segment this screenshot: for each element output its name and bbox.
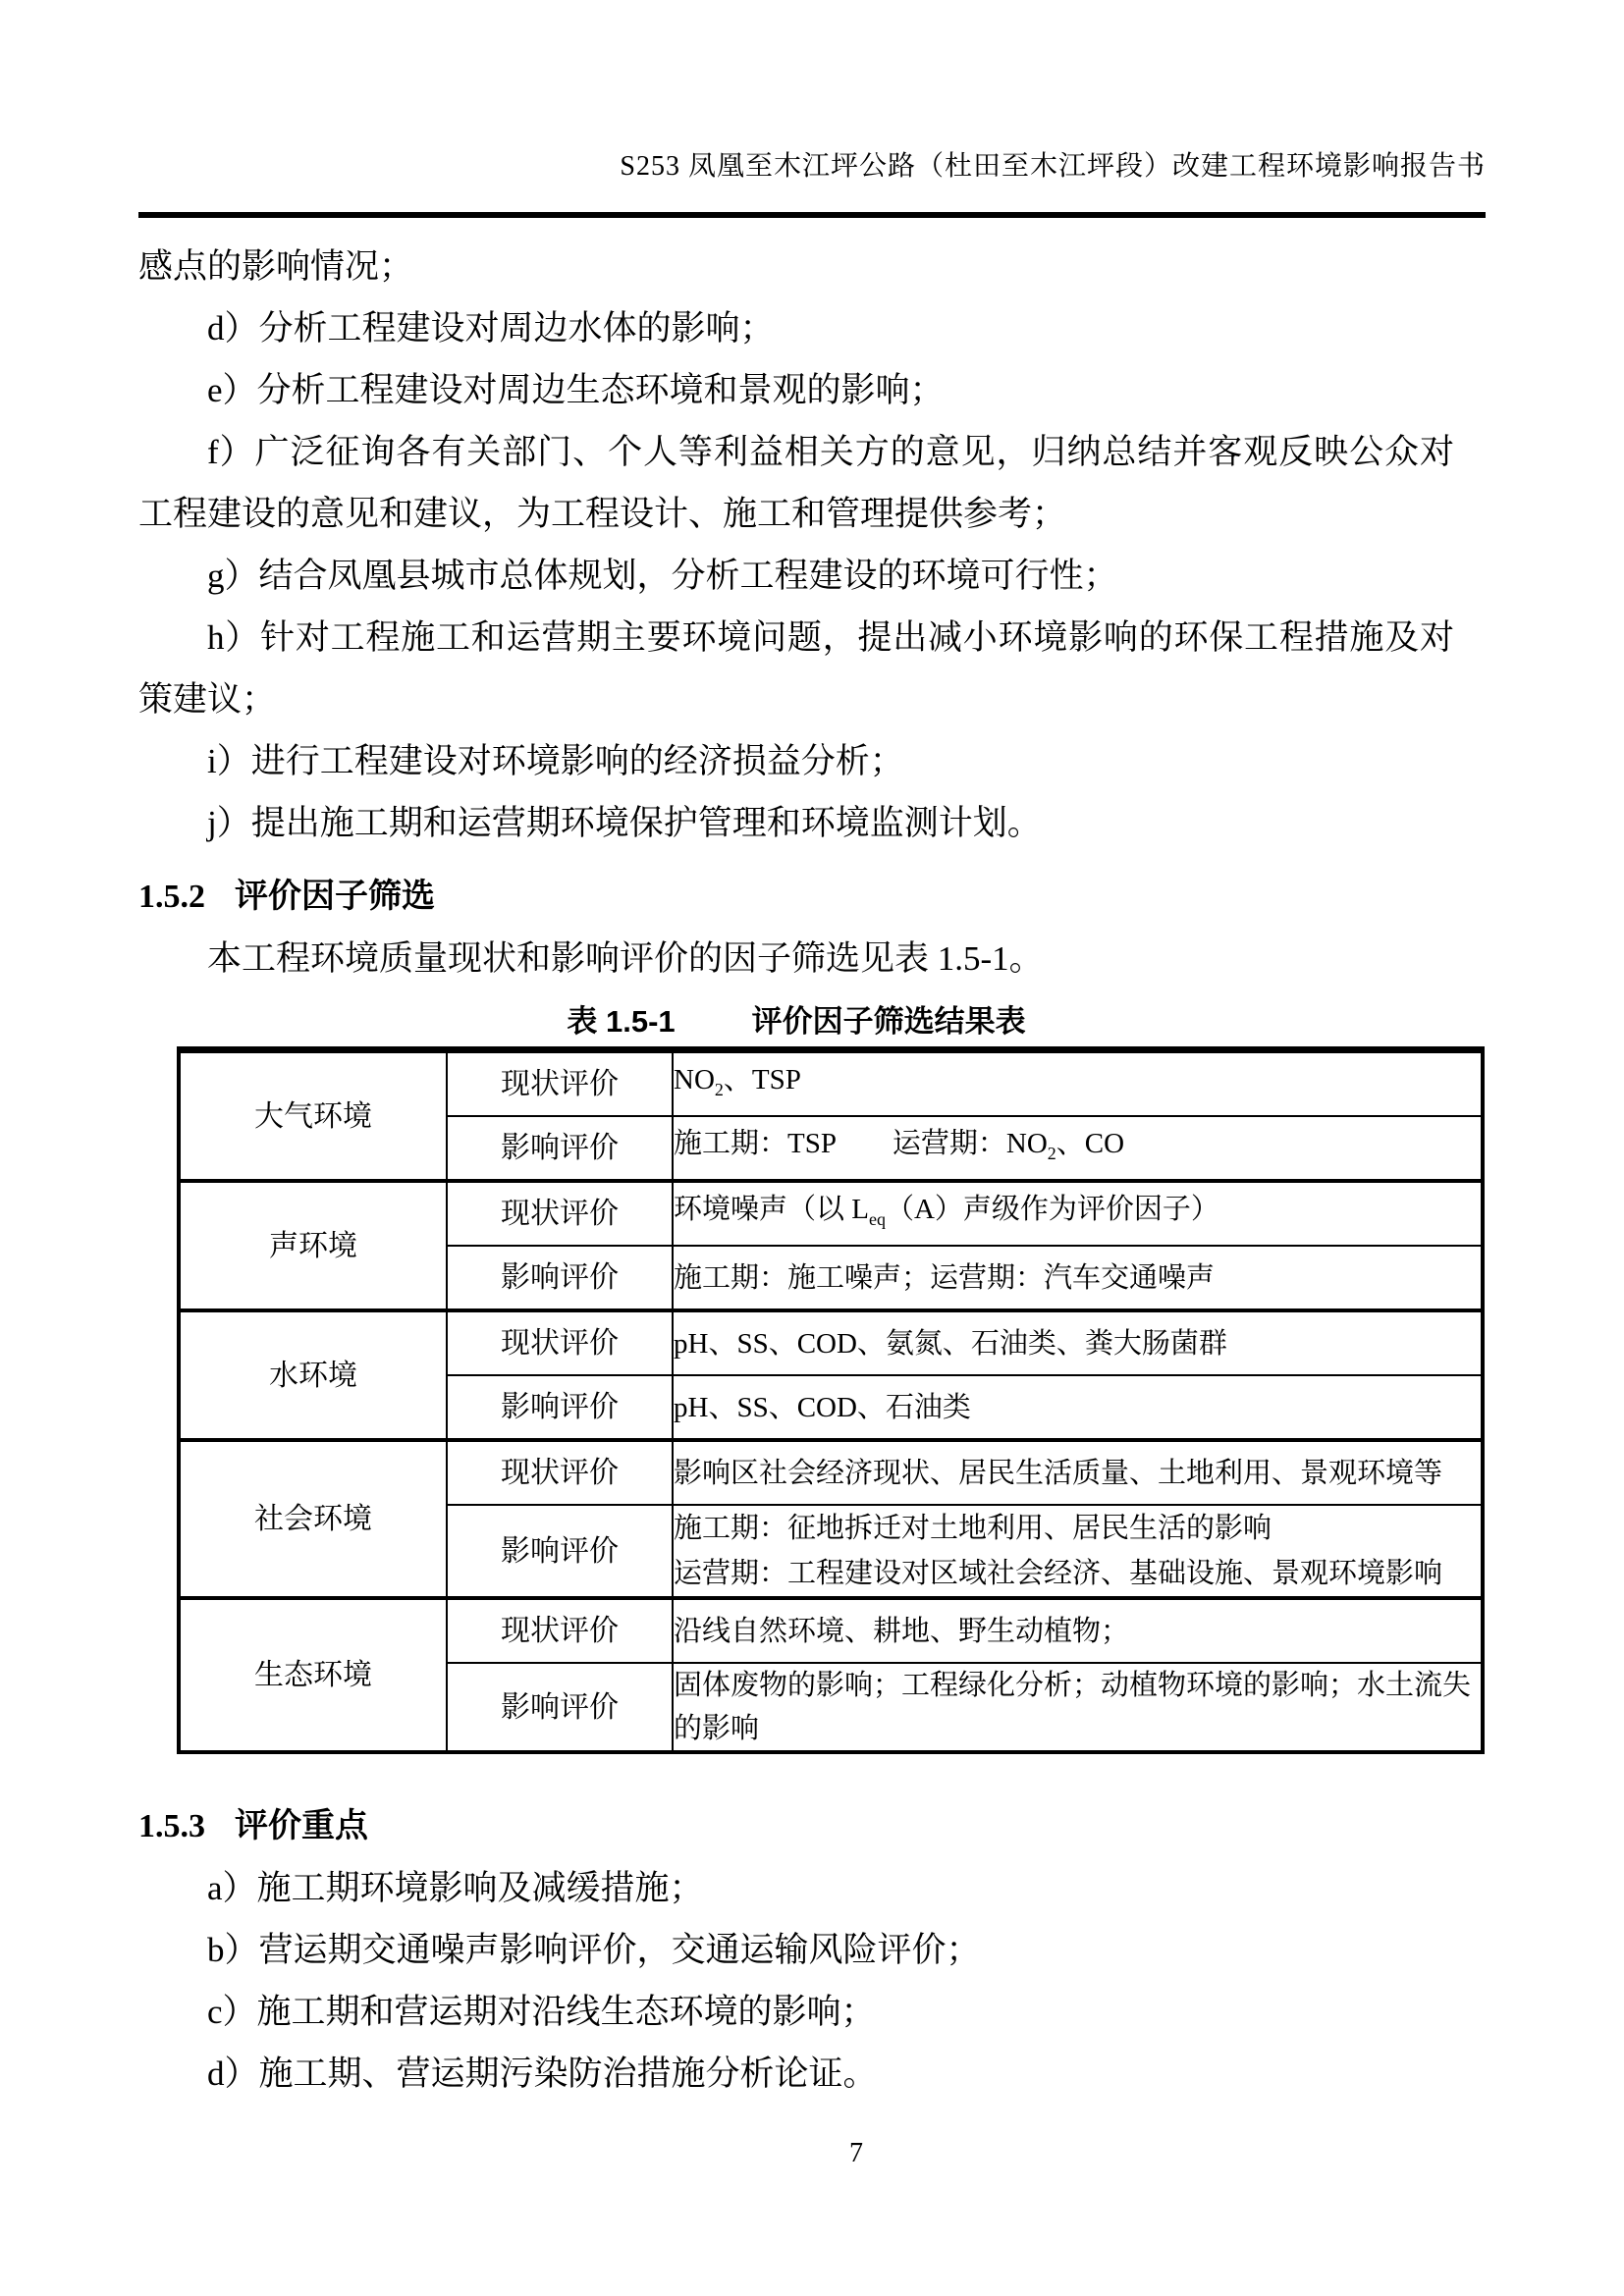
list-item-j: j）提出施工期和运营期环境保护管理和环境监测计划。 xyxy=(207,804,1042,842)
row-label: 影响评价 xyxy=(447,1663,673,1752)
row-value: 施工期：TSP 运营期：$NO_2$、CO xyxy=(673,1116,1483,1181)
list-item-e: e）分析工程建设对周边生态环境和景观的影响； xyxy=(207,371,945,409)
category-cell-social: 社会环境 xyxy=(179,1440,447,1598)
page-header xyxy=(0,0,1624,187)
section-152-intro: 本工程环境质量现状和影响评价的因子筛选见表 1.5-1。 xyxy=(207,939,1044,978)
row-value xyxy=(673,1505,1483,1598)
list-item-d: d）分析工程建设对周边水体的影响； xyxy=(207,309,775,347)
row-value: 环境噪声（以 $L_{eq}(A)$声级作为评价因子） xyxy=(673,1181,1483,1246)
table-caption xyxy=(138,997,1454,1046)
table-row xyxy=(179,1598,1483,1663)
row-value: $NO_2$、TSP xyxy=(673,1050,1483,1117)
table-caption-title: 评价因子筛选结果表 xyxy=(751,1004,1026,1039)
category-cell-air: 大气环境 xyxy=(179,1050,447,1182)
table-row xyxy=(179,1310,1483,1375)
list-item-f: f）广泛征询各有关部门、个人等利益相关方的意见，归纳总结并客观反映公众对工程建设的意见和建议，为工程设计、施工和管理提供参考； xyxy=(138,433,1454,533)
row-label: 现状评价 xyxy=(447,1181,673,1246)
list-item-b: b）营运期交通噪声影响评价，交通运输风险评价； xyxy=(207,1931,981,1969)
row-value: 沿线自然环境、耕地、野生动植物； xyxy=(673,1598,1483,1663)
list-item-g: g）结合凤凰县城市总体规划，分析工程建设的环境可行性； xyxy=(207,557,1118,595)
section-heading-153 xyxy=(138,1795,1454,1857)
row-label: 现状评价 xyxy=(447,1598,673,1663)
page-content xyxy=(138,218,1472,2105)
category-cell-ecology: 生态环境 xyxy=(179,1598,447,1752)
section-number: 1.5.2 xyxy=(138,879,205,915)
row-label: 影响评价 xyxy=(447,1116,673,1181)
row-label: 影响评价 xyxy=(447,1246,673,1310)
table-caption-label: 表 1.5-1 xyxy=(567,1004,676,1039)
table-row xyxy=(179,1440,1483,1505)
row-label: 影响评价 xyxy=(447,1505,673,1598)
row-value: 施工期：施工噪声；运营期：汽车交通噪声 xyxy=(673,1246,1483,1310)
list-item-i: i）进行工程建设对环境影响的经济损益分析； xyxy=(207,742,904,780)
section-number: 1.5.3 xyxy=(138,1808,205,1844)
table-row xyxy=(179,1181,1483,1246)
list-item-a: a）施工期环境影响及减缓措施； xyxy=(207,1869,704,1907)
row-value-line: 施工期：征地拆迁对土地利用、居民生活的影响 xyxy=(674,1513,1272,1544)
factor-screening-table xyxy=(177,1046,1485,1754)
row-label: 现状评价 xyxy=(447,1050,673,1117)
section-title: 评价重点 xyxy=(235,1808,368,1844)
row-value-line: 运营期：工程建设对区域社会经济、基础设施、景观环境影响 xyxy=(674,1558,1443,1589)
table-row xyxy=(179,1050,1483,1117)
list-item-c: c）施工期和营运期对沿线生态环境的影响； xyxy=(207,1993,876,2031)
page-number: 7 xyxy=(849,2138,863,2168)
list-item-d2: d）施工期、营运期污染防治措施分析论证。 xyxy=(207,2055,878,2093)
row-label: 现状评价 xyxy=(447,1440,673,1505)
continuation-paragraph: 感点的影响情况； xyxy=(138,247,414,286)
row-value: pH、SS、COD、石油类 xyxy=(673,1375,1483,1440)
row-label: 现状评价 xyxy=(447,1310,673,1375)
section-title: 评价因子筛选 xyxy=(235,879,435,915)
row-value: pH、SS、COD、氨氮、石油类、粪大肠菌群 xyxy=(673,1310,1483,1375)
section-heading-152 xyxy=(138,866,1454,928)
row-label: 影响评价 xyxy=(447,1375,673,1440)
row-value: 固体废物的影响；工程绿化分析；动植物环境的影响；水土流失的影响 xyxy=(673,1663,1483,1752)
category-cell-noise: 声环境 xyxy=(179,1181,447,1310)
report-title: S253 凤凰至木江坪公路（杜田至木江坪段）改建工程环境影响报告书 xyxy=(620,151,1486,182)
row-value: 影响区社会经济现状、居民生活质量、土地利用、景观环境等 xyxy=(673,1440,1483,1505)
category-cell-water: 水环境 xyxy=(179,1310,447,1440)
list-item-h: h）针对工程施工和运营期主要环境问题，提出减小环境影响的环保工程措施及对策建议； xyxy=(138,618,1454,719)
